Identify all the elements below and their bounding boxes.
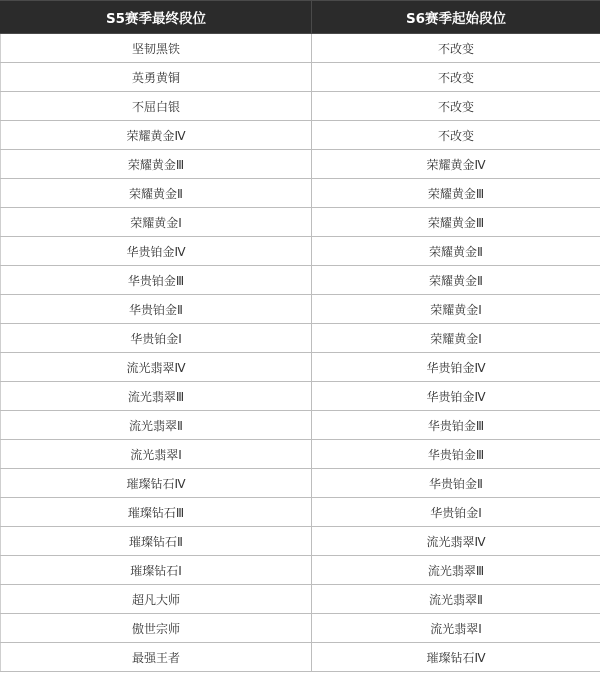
s5-rank-cell: 流光翡翠Ⅳ bbox=[1, 353, 312, 382]
table-header bbox=[1, 1, 600, 34]
header-s5-final-rank: S5赛季最终段位 bbox=[1, 1, 312, 34]
table-row bbox=[1, 150, 600, 179]
s5-rank-cell: 英勇黄铜 bbox=[1, 63, 312, 92]
table-row bbox=[1, 440, 600, 469]
table-row bbox=[1, 643, 600, 672]
s5-rank-cell: 荣耀黄金Ⅲ bbox=[1, 150, 312, 179]
s5-rank-cell: 璀璨钻石Ⅳ bbox=[1, 469, 312, 498]
s6-rank-cell: 荣耀黄金Ⅲ bbox=[312, 179, 600, 208]
s6-rank-cell: 华贵铂金Ⅰ bbox=[312, 498, 600, 527]
table-body bbox=[1, 34, 600, 672]
s6-rank-cell: 不改变 bbox=[312, 92, 600, 121]
table-row bbox=[1, 411, 600, 440]
table-row bbox=[1, 63, 600, 92]
s5-rank-cell: 华贵铂金Ⅱ bbox=[1, 295, 312, 324]
table-row bbox=[1, 585, 600, 614]
table-row bbox=[1, 527, 600, 556]
s6-rank-cell: 荣耀黄金Ⅱ bbox=[312, 237, 600, 266]
s6-rank-cell: 华贵铂金Ⅳ bbox=[312, 382, 600, 411]
s5-rank-cell: 华贵铂金Ⅰ bbox=[1, 324, 312, 353]
header-s6-start-rank: S6赛季起始段位 bbox=[312, 1, 600, 34]
table-row bbox=[1, 295, 600, 324]
table-row bbox=[1, 469, 600, 498]
s5-rank-cell: 流光翡翠Ⅲ bbox=[1, 382, 312, 411]
s5-rank-cell: 坚韧黑铁 bbox=[1, 34, 312, 63]
table-row bbox=[1, 237, 600, 266]
s5-rank-cell: 荣耀黄金Ⅰ bbox=[1, 208, 312, 237]
table-row bbox=[1, 614, 600, 643]
s6-rank-cell: 华贵铂金Ⅲ bbox=[312, 411, 600, 440]
s6-rank-cell: 流光翡翠Ⅳ bbox=[312, 527, 600, 556]
s5-rank-cell: 璀璨钻石Ⅰ bbox=[1, 556, 312, 585]
s6-rank-cell: 荣耀黄金Ⅱ bbox=[312, 266, 600, 295]
s5-rank-cell: 流光翡翠Ⅰ bbox=[1, 440, 312, 469]
table-row bbox=[1, 266, 600, 295]
s6-rank-cell: 流光翡翠Ⅱ bbox=[312, 585, 600, 614]
s6-rank-cell: 荣耀黄金Ⅳ bbox=[312, 150, 600, 179]
s5-rank-cell: 最强王者 bbox=[1, 643, 312, 672]
s5-rank-cell: 傲世宗师 bbox=[1, 614, 312, 643]
table-row bbox=[1, 92, 600, 121]
s5-rank-cell: 璀璨钻石Ⅲ bbox=[1, 498, 312, 527]
s6-rank-cell: 不改变 bbox=[312, 121, 600, 150]
table-row bbox=[1, 324, 600, 353]
s6-rank-cell: 璀璨钻石Ⅳ bbox=[312, 643, 600, 672]
s5-rank-cell: 璀璨钻石Ⅱ bbox=[1, 527, 312, 556]
s5-rank-cell: 超凡大师 bbox=[1, 585, 312, 614]
table-row bbox=[1, 353, 600, 382]
s6-rank-cell: 荣耀黄金Ⅰ bbox=[312, 295, 600, 324]
s6-rank-cell: 流光翡翠Ⅰ bbox=[312, 614, 600, 643]
s6-rank-cell: 不改变 bbox=[312, 34, 600, 63]
s6-rank-cell: 荣耀黄金Ⅰ bbox=[312, 324, 600, 353]
table-row bbox=[1, 382, 600, 411]
table-row bbox=[1, 121, 600, 150]
s5-rank-cell: 华贵铂金Ⅳ bbox=[1, 237, 312, 266]
s5-rank-cell: 流光翡翠Ⅱ bbox=[1, 411, 312, 440]
table-row bbox=[1, 498, 600, 527]
s5-rank-cell: 荣耀黄金Ⅳ bbox=[1, 121, 312, 150]
s6-rank-cell: 华贵铂金Ⅱ bbox=[312, 469, 600, 498]
s5-rank-cell: 荣耀黄金Ⅱ bbox=[1, 179, 312, 208]
s5-rank-cell: 不屈白银 bbox=[1, 92, 312, 121]
s6-rank-cell: 华贵铂金Ⅲ bbox=[312, 440, 600, 469]
s6-rank-cell: 流光翡翠Ⅲ bbox=[312, 556, 600, 585]
header-row bbox=[1, 1, 600, 34]
table-row bbox=[1, 179, 600, 208]
s6-rank-cell: 不改变 bbox=[312, 63, 600, 92]
table-row bbox=[1, 34, 600, 63]
table-row bbox=[1, 556, 600, 585]
s5-rank-cell: 华贵铂金Ⅲ bbox=[1, 266, 312, 295]
table-row bbox=[1, 208, 600, 237]
s6-rank-cell: 荣耀黄金Ⅲ bbox=[312, 208, 600, 237]
s6-rank-cell: 华贵铂金Ⅳ bbox=[312, 353, 600, 382]
